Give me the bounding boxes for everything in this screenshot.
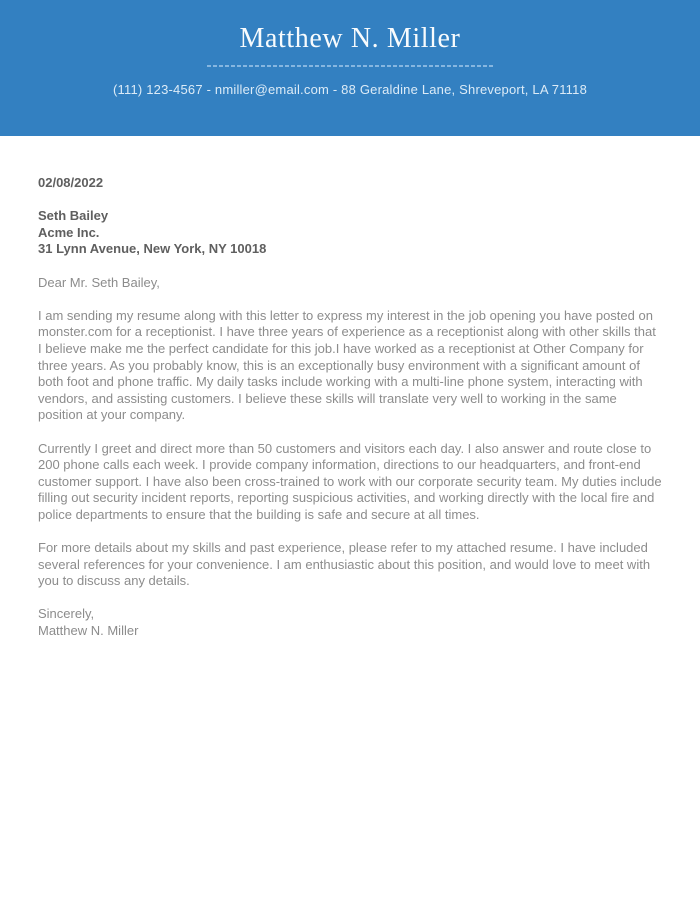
closing-block	[38, 606, 662, 639]
paragraph-experience: Currently I greet and direct more than 50 customers and visitors each day. I also answer and route close to 200 phone calls each week. I provide company information, directions to our headquarters, and front-end customer support. I have also been cross-trained to work with our corporate security team. My duties include filling out security incident reports, reporting suspicious activities, and working directly with the local fire and police departments to ensure that the building is safe and secure at all times.	[38, 440, 662, 522]
recipient-block	[38, 208, 662, 258]
salutation: Dear Mr. Seth Bailey,	[38, 274, 160, 290]
paragraph-intro: I am sending my resume along with this letter to express my interest in the job opening you have posted on monster.com for a receptionist. I have three years of experience as a receptionist along with other skills that I believe make me the perfect candidate for this job.I have worked as a receptionist at Other Company for three years. As you probably know, this is an exceptionally busy environment with a significant amount of both foot and phone traffic. My daily tasks include working with a multi-line phone system, interacting with vendors, and assisting customers. I believe these skills will translate very well to working in the same position at your company.	[38, 307, 656, 423]
recipient-address: 31 Lynn Avenue, New York, NY 10018	[38, 241, 267, 257]
letter-header	[0, 0, 700, 136]
closing: Sincerely,	[38, 606, 95, 622]
candidate-name: Matthew N. Miller	[239, 23, 461, 54]
contact-line: (111) 123-4567 - nmiller@email.com - 88 Geraldine Lane, Shreveport, LA 71118	[112, 82, 587, 98]
dotted-separator	[207, 65, 493, 67]
letter-body	[0, 136, 700, 640]
paragraph-closing: For more details about my skills and past experience, please refer to my attached resume. I have included several references for your convenience. I am enthusiastic about this position, and would love to meet with you to discuss any details.	[38, 540, 651, 589]
letter-date: 02/08/2022	[38, 175, 104, 190]
recipient-company: Acme Inc.	[38, 224, 100, 240]
recipient-name: Seth Bailey	[38, 208, 109, 224]
signature: Matthew N. Miller	[38, 623, 139, 639]
